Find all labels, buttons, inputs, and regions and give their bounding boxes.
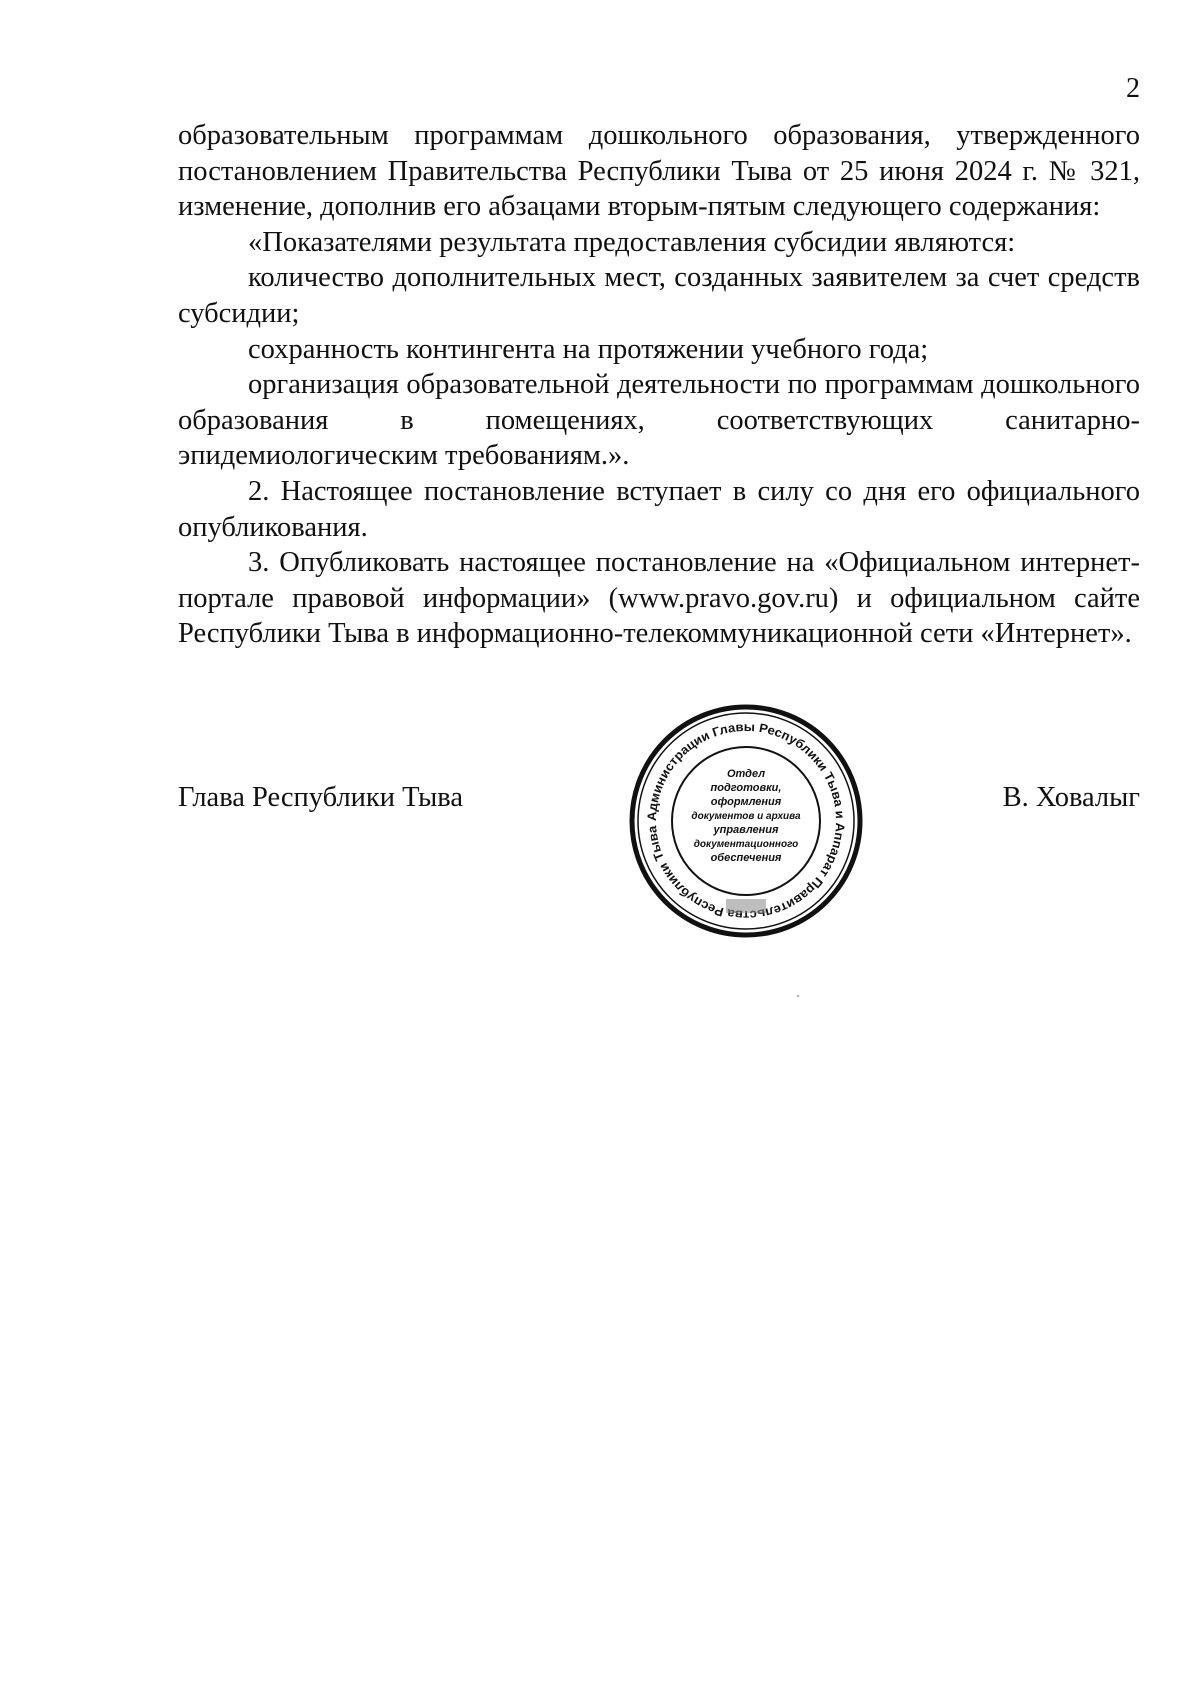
paragraph-2: «Показателями результата предоставления субсидии являются: — [248, 226, 1016, 258]
paragraph-3: количество дополнительных мест, созданных заявителем за счет средств субсидии; — [178, 262, 1140, 329]
stamp-line-3: оформления — [710, 796, 782, 808]
page-number: 2 — [1126, 73, 1140, 104]
stamp-line-6: документационного — [693, 839, 799, 850]
paragraph-1: образовательным программам дошкольного образования, утвержденного постановлением Правительства Республики Тыва от 25 июня 2024 г. № 321, изменение, дополнив его абзацами вторым-пятым следующего содержания: — [178, 120, 1140, 223]
paragraph-6: 2. Настоящее постановление вступает в силу со дня его официального опубликования. — [178, 475, 1140, 543]
document-body — [178, 118, 1140, 652]
official-stamp — [628, 703, 864, 939]
stamp-line-2: подготовки, — [710, 782, 782, 794]
stamp-line-4: документов и архива — [691, 811, 801, 822]
stamp-line-1: Отдел — [726, 768, 766, 780]
paragraph-4: сохранность контингента на протяжении учебного года; — [248, 333, 929, 365]
paragraph-7: 3. Опубликовать настоящее постановление на «Официальном интернет-портале правовой информации» (www.pravo.gov.ru) и официальном сайте Республики Тыва в информационно-телекоммуникационной сети «Интернет». — [178, 547, 1140, 650]
paragraph-5: организация образовательной деятельности по программам дошкольного образования в помещениях, соответствующих санитарно-эпидемиологическим требованиям.». — [178, 369, 1140, 472]
stamp-line-7: обеспечения — [710, 852, 782, 864]
stamp-ring-text: Администрации Главы Республики Тыва и Аппарат Правительства Республики Тыва — [644, 719, 848, 923]
stamp-line-5: управления — [713, 824, 779, 836]
signer-title: Глава Республики Тыва — [178, 782, 464, 813]
signer-name: В. Ховалыг — [1002, 782, 1140, 813]
scan-speck — [797, 995, 799, 997]
